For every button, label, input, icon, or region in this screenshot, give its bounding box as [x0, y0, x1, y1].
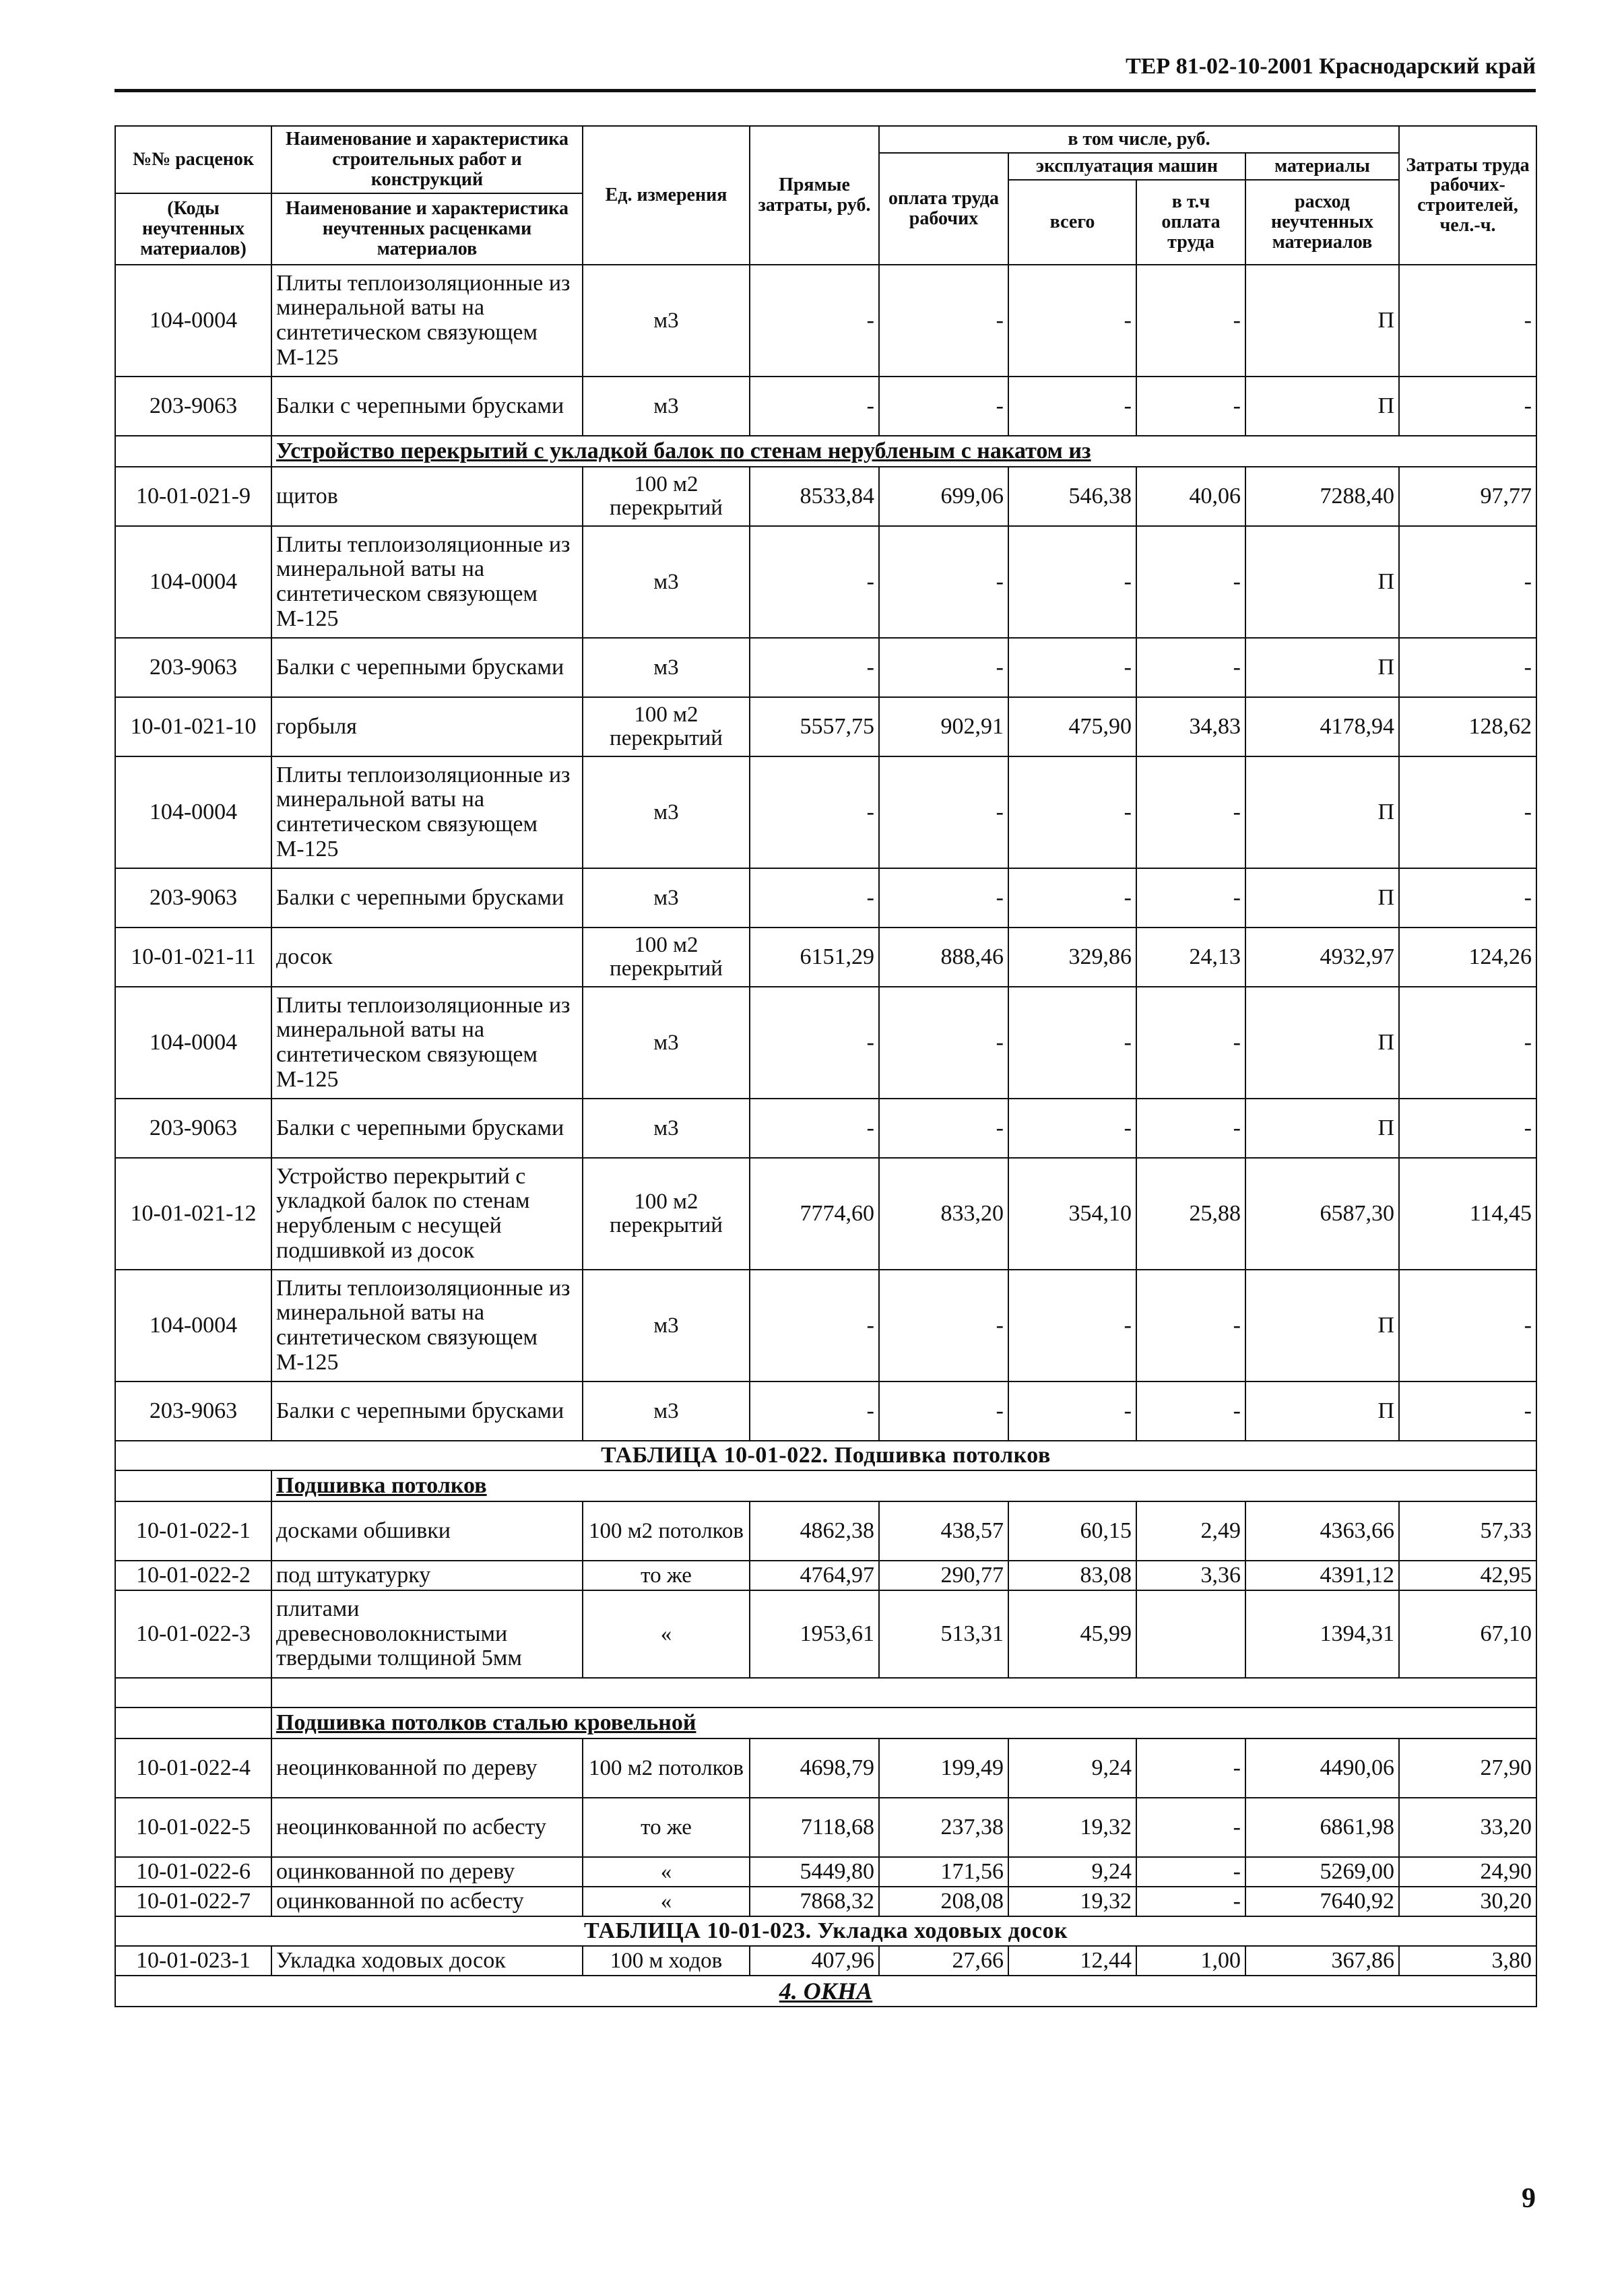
labor-cost: -	[1399, 1270, 1536, 1381]
labor-cost: -	[1399, 526, 1536, 638]
work-name: оцинкованной по дереву	[271, 1857, 583, 1887]
materials-cost: П	[1245, 526, 1399, 638]
labor-cost: 3,80	[1399, 1946, 1536, 1976]
subheading-title: Устройство перекрытий с укладкой балок по стенам нерубленым с накатом из	[271, 436, 1536, 467]
unit-of-measure: 100 м2 перекрытий	[583, 1158, 750, 1270]
materials-cost: 4178,94	[1245, 697, 1399, 756]
col-header-machines: эксплуатация машин	[1008, 153, 1245, 180]
table-title-row	[115, 1441, 1536, 1470]
wages-cost: -	[879, 526, 1008, 638]
machines-wages-cost: 3,36	[1136, 1561, 1245, 1590]
col-header-code: №№ расценок	[115, 126, 271, 193]
labor-cost: 67,10	[1399, 1590, 1536, 1678]
direct-cost: -	[750, 377, 879, 436]
machines-cost: 19,32	[1008, 1887, 1136, 1916]
work-name: Плиты теплоизоляционные из минеральной ваты на синтетическом связующем М-125	[271, 756, 583, 868]
blank-row	[115, 1678, 1536, 1708]
unit-of-measure: м3	[583, 1270, 750, 1381]
machines-cost: -	[1008, 377, 1136, 436]
col-header-labor: Затраты труда рабочих-строителей, чел.-ч.	[1399, 126, 1536, 265]
labor-cost: -	[1399, 377, 1536, 436]
wages-cost: -	[879, 1099, 1008, 1158]
materials-cost: 1394,31	[1245, 1590, 1399, 1678]
machines-cost: 329,86	[1008, 928, 1136, 987]
subheading-title: Подшивка потолков сталью кровельной	[271, 1708, 1536, 1738]
subheading-title: Подшивка потолков	[271, 1470, 1536, 1501]
machines-wages-cost: 1,00	[1136, 1946, 1245, 1976]
table-title: ТАБЛИЦА 10-01-023. Укладка ходовых досок	[115, 1916, 1536, 1946]
subheading-row	[115, 436, 1536, 467]
machines-wages-cost: -	[1136, 1857, 1245, 1887]
rates-table	[115, 125, 1537, 2007]
direct-cost: 4698,79	[750, 1738, 879, 1798]
rate-code: 10-01-021-9	[115, 467, 271, 526]
labor-cost: -	[1399, 1099, 1536, 1158]
table-row	[115, 526, 1536, 638]
running-header: ТЕР 81-02-10-2001 Краснодарский край	[1126, 54, 1536, 79]
materials-cost: П	[1245, 638, 1399, 697]
labor-cost: 24,90	[1399, 1857, 1536, 1887]
empty-cell	[115, 1470, 271, 1501]
machines-wages-cost: -	[1136, 377, 1245, 436]
rate-code: 10-01-022-1	[115, 1501, 271, 1561]
machines-cost: -	[1008, 638, 1136, 697]
col-header-materials-alt: расход неучтенных материалов	[1245, 180, 1399, 265]
work-name: Балки с черепными брусками	[271, 1381, 583, 1441]
machines-wages-cost: -	[1136, 1099, 1245, 1158]
page-number: 9	[1522, 2183, 1536, 2214]
unit-of-measure: «	[583, 1887, 750, 1916]
machines-wages-cost	[1136, 1590, 1245, 1678]
materials-cost: 4932,97	[1245, 928, 1399, 987]
work-name: Плиты теплоизоляционные из минеральной ваты на синтетическом связующем М-125	[271, 1270, 583, 1381]
table-title-row	[115, 1916, 1536, 1946]
table-row	[115, 265, 1536, 377]
machines-cost: -	[1008, 868, 1136, 928]
rate-code: 10-01-021-11	[115, 928, 271, 987]
machines-wages-cost: -	[1136, 1381, 1245, 1441]
table-row	[115, 1738, 1536, 1798]
table-row	[115, 1158, 1536, 1270]
unit-of-measure: м3	[583, 265, 750, 377]
work-name: Балки с черепными брусками	[271, 1099, 583, 1158]
wages-cost: 888,46	[879, 928, 1008, 987]
labor-cost: 128,62	[1399, 697, 1536, 756]
wages-cost: 237,38	[879, 1798, 1008, 1857]
unit-of-measure: 100 м2 потолков	[583, 1738, 750, 1798]
direct-cost: 7774,60	[750, 1158, 879, 1270]
labor-cost: -	[1399, 1381, 1536, 1441]
rate-code: 10-01-022-6	[115, 1857, 271, 1887]
direct-cost: 1953,61	[750, 1590, 879, 1678]
materials-cost: 367,86	[1245, 1946, 1399, 1976]
machines-cost: 19,32	[1008, 1798, 1136, 1857]
machines-wages-cost: 2,49	[1136, 1501, 1245, 1561]
unit-of-measure: «	[583, 1590, 750, 1678]
machines-wages-cost: 25,88	[1136, 1158, 1245, 1270]
rate-code: 10-01-022-3	[115, 1590, 271, 1678]
direct-cost: -	[750, 987, 879, 1099]
empty-cell	[115, 1708, 271, 1738]
materials-cost: 6587,30	[1245, 1158, 1399, 1270]
machines-wages-cost: -	[1136, 265, 1245, 377]
work-name: досок	[271, 928, 583, 987]
wages-cost: 902,91	[879, 697, 1008, 756]
work-name: Балки с черепными брусками	[271, 868, 583, 928]
wages-cost: 171,56	[879, 1857, 1008, 1887]
col-header-wages: оплата труда рабочих	[879, 153, 1008, 265]
unit-of-measure: м3	[583, 1381, 750, 1441]
labor-cost: -	[1399, 868, 1536, 928]
table-title: ТАБЛИЦА 10-01-022. Подшивка потолков	[115, 1441, 1536, 1470]
table-row	[115, 1798, 1536, 1857]
direct-cost: -	[750, 1099, 879, 1158]
labor-cost: 27,90	[1399, 1738, 1536, 1798]
materials-cost: 6861,98	[1245, 1798, 1399, 1857]
section-title-row	[115, 1976, 1536, 2007]
machines-cost: 475,90	[1008, 697, 1136, 756]
labor-cost: -	[1399, 987, 1536, 1099]
direct-cost: 7118,68	[750, 1798, 879, 1857]
wages-cost: 833,20	[879, 1158, 1008, 1270]
machines-wages-cost: -	[1136, 1798, 1245, 1857]
col-header-including: в том числе, руб.	[879, 126, 1399, 153]
direct-cost: -	[750, 1270, 879, 1381]
machines-cost: 9,24	[1008, 1738, 1136, 1798]
labor-cost: -	[1399, 265, 1536, 377]
subheading-row	[115, 1708, 1536, 1738]
direct-cost: -	[750, 1381, 879, 1441]
rate-code: 10-01-021-12	[115, 1158, 271, 1270]
wages-cost: 27,66	[879, 1946, 1008, 1976]
machines-cost: -	[1008, 756, 1136, 868]
wages-cost: -	[879, 1270, 1008, 1381]
unit-of-measure: м3	[583, 987, 750, 1099]
machines-cost: -	[1008, 987, 1136, 1099]
unit-of-measure: м3	[583, 868, 750, 928]
rate-code: 203-9063	[115, 868, 271, 928]
materials-cost: П	[1245, 987, 1399, 1099]
wages-cost: -	[879, 377, 1008, 436]
unit-of-measure: м3	[583, 638, 750, 697]
table-row	[115, 1270, 1536, 1381]
rate-code: 203-9063	[115, 377, 271, 436]
materials-cost: 4363,66	[1245, 1501, 1399, 1561]
machines-cost: -	[1008, 526, 1136, 638]
machines-wages-cost: -	[1136, 868, 1245, 928]
wages-cost: -	[879, 1381, 1008, 1441]
direct-cost: -	[750, 526, 879, 638]
materials-cost: 7640,92	[1245, 1887, 1399, 1916]
unit-of-measure: «	[583, 1857, 750, 1887]
table-row	[115, 467, 1536, 526]
col-header-materials: материалы	[1245, 153, 1399, 180]
work-name: досками обшивки	[271, 1501, 583, 1561]
materials-cost: П	[1245, 1381, 1399, 1441]
materials-cost: П	[1245, 1270, 1399, 1381]
materials-cost: 7288,40	[1245, 467, 1399, 526]
work-name: Балки с черепными брусками	[271, 377, 583, 436]
direct-cost: -	[750, 756, 879, 868]
rate-code: 104-0004	[115, 265, 271, 377]
rate-code: 203-9063	[115, 638, 271, 697]
machines-cost: 9,24	[1008, 1857, 1136, 1887]
materials-cost: 5269,00	[1245, 1857, 1399, 1887]
machines-wages-cost: -	[1136, 638, 1245, 697]
machines-wages-cost: -	[1136, 1887, 1245, 1916]
wages-cost: 290,77	[879, 1561, 1008, 1590]
unit-of-measure: 100 м2 перекрытий	[583, 697, 750, 756]
section-title: 4. ОКНА	[115, 1976, 1536, 2007]
machines-cost: 546,38	[1008, 467, 1136, 526]
materials-cost: П	[1245, 868, 1399, 928]
direct-cost: -	[750, 265, 879, 377]
table-row	[115, 638, 1536, 697]
materials-cost: П	[1245, 1099, 1399, 1158]
machines-wages-cost: -	[1136, 987, 1245, 1099]
machines-cost: -	[1008, 265, 1136, 377]
machines-wages-cost: -	[1136, 1270, 1245, 1381]
work-name: Плиты теплоизоляционные из минеральной ваты на синтетическом связующем М-125	[271, 265, 583, 377]
wages-cost: -	[879, 756, 1008, 868]
wages-cost: -	[879, 638, 1008, 697]
unit-of-measure: м3	[583, 756, 750, 868]
work-name: неоцинкованной по асбесту	[271, 1798, 583, 1857]
work-name: Балки с черепными брусками	[271, 638, 583, 697]
direct-cost: 8533,84	[750, 467, 879, 526]
table-row	[115, 377, 1536, 436]
rates-table-body	[115, 126, 1536, 2007]
unit-of-measure: то же	[583, 1561, 750, 1590]
table-row	[115, 1857, 1536, 1887]
work-name: Плиты теплоизоляционные из минеральной ваты на синтетическом связующем М-125	[271, 987, 583, 1099]
direct-cost: 407,96	[750, 1946, 879, 1976]
direct-cost: 5557,75	[750, 697, 879, 756]
unit-of-measure: м3	[583, 377, 750, 436]
direct-cost: 4862,38	[750, 1501, 879, 1561]
unit-of-measure: то же	[583, 1798, 750, 1857]
unit-of-measure: м3	[583, 1099, 750, 1158]
machines-cost: 45,99	[1008, 1590, 1136, 1678]
unit-of-measure: 100 м2 перекрытий	[583, 467, 750, 526]
machines-cost: 60,15	[1008, 1501, 1136, 1561]
machines-wages-cost: 40,06	[1136, 467, 1245, 526]
unit-of-measure: м3	[583, 526, 750, 638]
machines-wages-cost: 24,13	[1136, 928, 1245, 987]
machines-wages-cost: 34,83	[1136, 697, 1245, 756]
wages-cost: 699,06	[879, 467, 1008, 526]
work-name: щитов	[271, 467, 583, 526]
labor-cost: 33,20	[1399, 1798, 1536, 1857]
direct-cost: 4764,97	[750, 1561, 879, 1590]
col-header-unit: Ед. измерения	[583, 126, 750, 265]
rate-code: 104-0004	[115, 1270, 271, 1381]
work-name: неоцинкованной по дереву	[271, 1738, 583, 1798]
machines-cost: 83,08	[1008, 1561, 1136, 1590]
table-row	[115, 928, 1536, 987]
rate-code: 10-01-023-1	[115, 1946, 271, 1976]
wages-cost: 199,49	[879, 1738, 1008, 1798]
header-row-1	[115, 126, 1536, 153]
materials-cost: П	[1245, 265, 1399, 377]
labor-cost: 42,95	[1399, 1561, 1536, 1590]
materials-cost: П	[1245, 377, 1399, 436]
direct-cost: -	[750, 868, 879, 928]
machines-cost: 354,10	[1008, 1158, 1136, 1270]
rate-code: 10-01-021-10	[115, 697, 271, 756]
machines-wages-cost: -	[1136, 1738, 1245, 1798]
table-row	[115, 987, 1536, 1099]
table-row	[115, 868, 1536, 928]
table-row	[115, 1946, 1536, 1976]
work-name: плитами древесноволокнистыми твердыми толщиной 5мм	[271, 1590, 583, 1678]
rate-code: 10-01-022-5	[115, 1798, 271, 1857]
col-header-name: Наименование и характеристика строительных работ и конструкций	[271, 126, 583, 193]
wages-cost: 208,08	[879, 1887, 1008, 1916]
materials-cost: 4391,12	[1245, 1561, 1399, 1590]
machines-wages-cost: -	[1136, 756, 1245, 868]
table-row	[115, 1381, 1536, 1441]
materials-cost: 4490,06	[1245, 1738, 1399, 1798]
direct-cost: -	[750, 638, 879, 697]
unit-of-measure: 100 м2 перекрытий	[583, 928, 750, 987]
direct-cost: 6151,29	[750, 928, 879, 987]
labor-cost: 124,26	[1399, 928, 1536, 987]
col-header-name-alt: Наименование и характеристика неучтенных расценками материалов	[271, 193, 583, 265]
wages-cost: -	[879, 265, 1008, 377]
rate-code: 104-0004	[115, 526, 271, 638]
wages-cost: -	[879, 987, 1008, 1099]
header-rule	[115, 89, 1536, 92]
wages-cost: 438,57	[879, 1501, 1008, 1561]
machines-cost: -	[1008, 1270, 1136, 1381]
table-row	[115, 1099, 1536, 1158]
work-name: Устройство перекрытий с укладкой балок по стенам нерубленым с несущей подшивкой из досок	[271, 1158, 583, 1270]
subheading-row	[115, 1470, 1536, 1501]
empty-cell	[271, 1678, 1536, 1708]
rate-code: 203-9063	[115, 1381, 271, 1441]
unit-of-measure: 100 м ходов	[583, 1946, 750, 1976]
labor-cost: 57,33	[1399, 1501, 1536, 1561]
col-header-direct: Прямые затраты, руб.	[750, 126, 879, 265]
work-name: горбыля	[271, 697, 583, 756]
empty-cell	[115, 436, 271, 467]
wages-cost: 513,31	[879, 1590, 1008, 1678]
work-name: оцинкованной по асбесту	[271, 1887, 583, 1916]
labor-cost: 114,45	[1399, 1158, 1536, 1270]
direct-cost: 7868,32	[750, 1887, 879, 1916]
table-row	[115, 1887, 1536, 1916]
empty-cell	[115, 1678, 271, 1708]
direct-cost: 5449,80	[750, 1857, 879, 1887]
unit-of-measure: 100 м2 потолков	[583, 1501, 750, 1561]
rate-code: 203-9063	[115, 1099, 271, 1158]
work-name: под штукатурку	[271, 1561, 583, 1590]
work-name: Укладка ходовых досок	[271, 1946, 583, 1976]
table-row	[115, 697, 1536, 756]
rate-code: 10-01-022-7	[115, 1887, 271, 1916]
machines-cost: -	[1008, 1381, 1136, 1441]
col-header-machines-total: всего	[1008, 180, 1136, 265]
col-header-machines-wages: в т.ч оплата труда	[1136, 180, 1245, 265]
materials-cost: П	[1245, 756, 1399, 868]
machines-cost: 12,44	[1008, 1946, 1136, 1976]
rate-code: 104-0004	[115, 987, 271, 1099]
table-row	[115, 1590, 1536, 1678]
wages-cost: -	[879, 868, 1008, 928]
machines-cost: -	[1008, 1099, 1136, 1158]
rate-code: 10-01-022-4	[115, 1738, 271, 1798]
table-row	[115, 756, 1536, 868]
labor-cost: -	[1399, 638, 1536, 697]
table-row	[115, 1561, 1536, 1590]
rate-code: 10-01-022-2	[115, 1561, 271, 1590]
machines-wages-cost: -	[1136, 526, 1245, 638]
labor-cost: 97,77	[1399, 467, 1536, 526]
labor-cost: 30,20	[1399, 1887, 1536, 1916]
rate-code: 104-0004	[115, 756, 271, 868]
table-row	[115, 1501, 1536, 1561]
col-header-code-alt: (Коды неучтенных материалов)	[115, 193, 271, 265]
work-name: Плиты теплоизоляционные из минеральной ваты на синтетическом связующем М-125	[271, 526, 583, 638]
labor-cost: -	[1399, 756, 1536, 868]
